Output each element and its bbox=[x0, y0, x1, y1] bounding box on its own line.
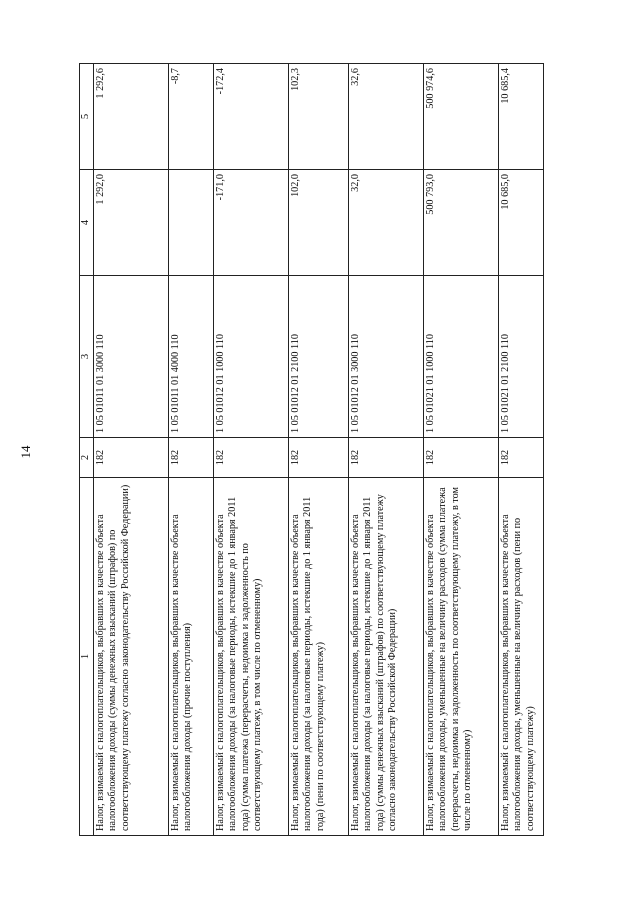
row-name-cell: Налог, взимаемый с налогоплательщиков, выбравших в качестве объекта налогообложения доходы, уменьшенные на величину расходов (сумма платежа (перерасчеты, недоимка и задолженность по соответствующему платежу, в том числе по отмененному) bbox=[424, 478, 499, 836]
column-header-3: 3 bbox=[80, 276, 94, 438]
row-admin-code-cell: 182 bbox=[499, 438, 544, 478]
row-budget-code-cell: 1 05 01011 01 3000 110 bbox=[94, 276, 169, 438]
table-row bbox=[349, 64, 424, 836]
row-value-col4-cell: 1 292,0 bbox=[94, 170, 169, 276]
row-budget-code-cell: 1 05 01021 01 2100 110 bbox=[499, 276, 544, 438]
row-value-col4-cell bbox=[169, 170, 214, 276]
row-admin-code-cell: 182 bbox=[169, 438, 214, 478]
row-value-col5-cell: 32,6 bbox=[349, 64, 424, 170]
row-budget-code-cell: 1 05 01012 01 2100 110 bbox=[289, 276, 349, 438]
row-value-col5-cell: 102,3 bbox=[289, 64, 349, 170]
rotated-table-container bbox=[79, 64, 536, 836]
row-value-col4-cell: 32,0 bbox=[349, 170, 424, 276]
table-row bbox=[94, 64, 169, 836]
row-value-col4-cell: -171,0 bbox=[214, 170, 289, 276]
row-value-col4-cell: 10 685,0 bbox=[499, 170, 544, 276]
row-name-cell: Налог, взимаемый с налогоплательщиков, выбравших в качестве объекта налогообложения доходы (суммы денежных взысканий (штрафов) по соответствующему платежу согласно законодательству Российской Федерации) bbox=[94, 478, 169, 836]
row-budget-code-cell: 1 05 01021 01 1000 110 bbox=[424, 276, 499, 438]
row-name-cell: Налог, взимаемый с налогоплательщиков, выбравших в качестве объекта налогообложения доходы (за налоговые периоды, истекшие до 1 января 2011 года) (суммы денежных взысканий (штрафов) по соответствующему платежу согласно законодательству Российской Федерации) bbox=[349, 478, 424, 836]
table-row bbox=[169, 64, 214, 836]
page-number: 14 bbox=[18, 445, 33, 459]
column-header-1: 1 bbox=[80, 478, 94, 836]
row-admin-code-cell: 182 bbox=[349, 438, 424, 478]
row-budget-code-cell: 1 05 01012 01 3000 110 bbox=[349, 276, 424, 438]
row-value-col5-cell: 500 974,6 bbox=[424, 64, 499, 170]
row-budget-code-cell: 1 05 01012 01 1000 110 bbox=[214, 276, 289, 438]
row-value-col5-cell: 10 685,4 bbox=[499, 64, 544, 170]
row-value-col5-cell: -172,4 bbox=[214, 64, 289, 170]
row-name-cell: Налог, взимаемый с налогоплательщиков, выбравших в качестве объекта налогообложения доходы, уменьшенные на величину расходов (пени по соответствующему платежу) bbox=[499, 478, 544, 836]
table-row bbox=[499, 64, 544, 836]
column-header-4: 4 bbox=[80, 170, 94, 276]
row-value-col4-cell: 102,0 bbox=[289, 170, 349, 276]
table-header-row bbox=[80, 64, 94, 836]
row-value-col5-cell: -8,7 bbox=[169, 64, 214, 170]
column-header-2: 2 bbox=[80, 438, 94, 478]
table-row bbox=[214, 64, 289, 836]
row-admin-code-cell: 182 bbox=[214, 438, 289, 478]
revenue-table bbox=[79, 63, 544, 836]
row-budget-code-cell: 1 05 01011 01 4000 110 bbox=[169, 276, 214, 438]
row-name-cell: Налог, взимаемый с налогоплательщиков, выбравших в качестве объекта налогообложения доходы (прочие поступления) bbox=[169, 478, 214, 836]
row-value-col5-cell: 1 292,6 bbox=[94, 64, 169, 170]
row-name-cell: Налог, взимаемый с налогоплательщиков, выбравших в качестве объекта налогообложения доходы (за налоговые периоды, истекшие до 1 января 2011 года) (пени по соответствующему платежу) bbox=[289, 478, 349, 836]
row-value-col4-cell: 500 793,0 bbox=[424, 170, 499, 276]
table-row bbox=[289, 64, 349, 836]
row-admin-code-cell: 182 bbox=[94, 438, 169, 478]
column-header-5: 5 bbox=[80, 64, 94, 170]
row-admin-code-cell: 182 bbox=[289, 438, 349, 478]
row-admin-code-cell: 182 bbox=[424, 438, 499, 478]
table-row bbox=[424, 64, 499, 836]
row-name-cell: Налог, взимаемый с налогоплательщиков, выбравших в качестве объекта налогообложения доходы (за налоговые периоды, истекшие до 1 января 2011 года) (сумма платежа (перерасчеты, недоимка и задолженность по соответствующему платежу, в том числе по отмененному) bbox=[214, 478, 289, 836]
